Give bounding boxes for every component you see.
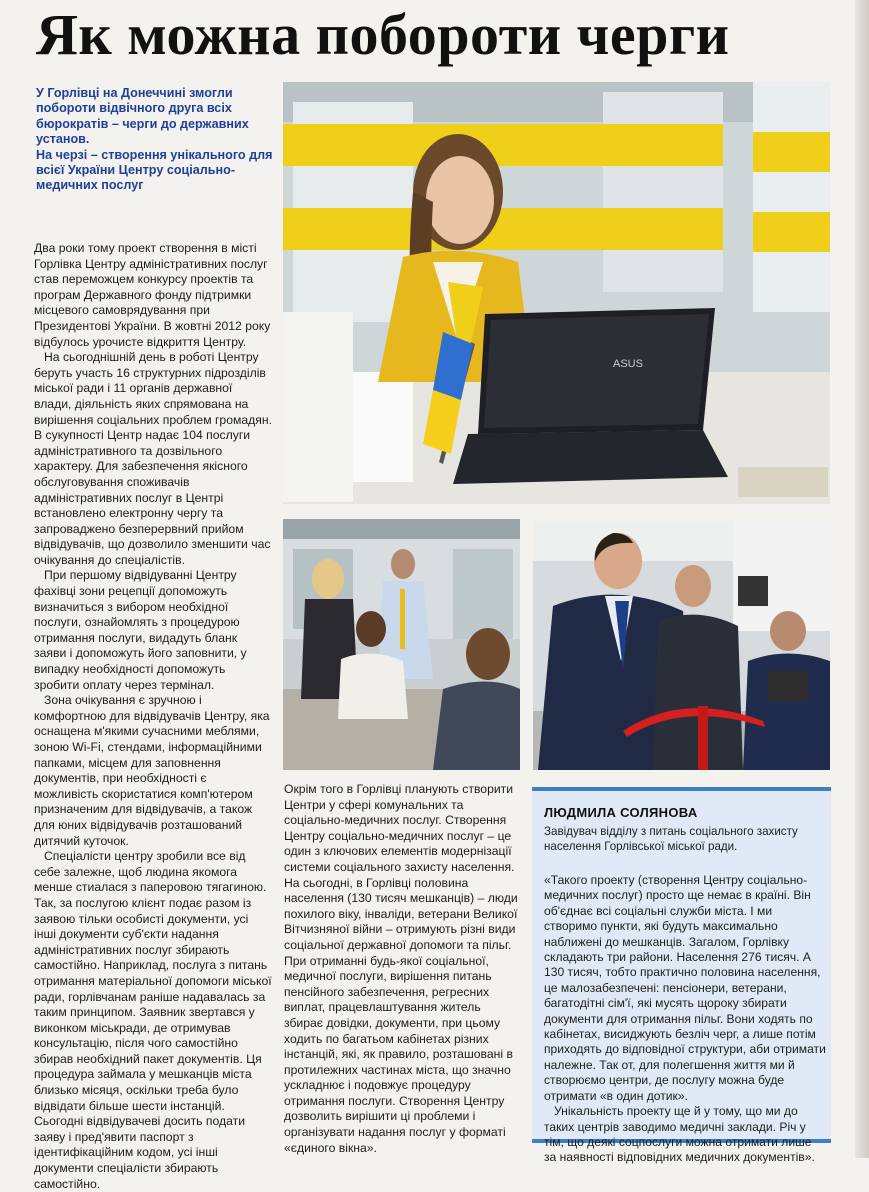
paragraph: Два роки тому проект створення в місті Горлівка Центру адміністративних послуг став переможцем конкурсу проектів та програм Державного фонду підтримки місцевого самоврядування при Президентові України. В жовтні 2012 року відбулось урочисте відкриття Центру.: [34, 241, 271, 349]
article-column-1: [34, 241, 272, 1192]
quote-author-role: Завідувач відділу з питань соціального захисту населення Горлівської міської ради.: [544, 825, 798, 853]
laptop-brand-label: ASUS: [613, 358, 643, 370]
lead-paragraph: [36, 86, 276, 194]
page-title: Як можна побороти черги: [36, 2, 730, 67]
photo-service-center-desk: [283, 82, 830, 504]
quote-paragraph: «Такого проекту (створення Центру соціально-медичних послуг) просто ще немає в країні. Він об'єднає всі соціальні служби міста. І ми створимо пункти, які будуть максимально наближені до мешканців. Загалом, Горлівку складають три райони. Населення 276 тисяч. А 130 тисяч, тобто практично половина населення, це малозабезпечені: пенсіонери, ветерани, багатодітні сім'ї, які мусять щороку збирати документи для отримання пільг. Вони ходять по кабінетах, висиджують безліч черг, а лише потім приходять до відповідної структури, аби отримати належне. Так от, для полегшення життя ми й створюємо центри, де послугу можна буде отримати «в один дотик».: [544, 873, 826, 1103]
lead-line-2: На черзі – створення унікального для всієї України Центру соціально-медичних послуг: [36, 147, 273, 193]
lead-line-1: У Горлівці на Донеччині змогли побороти відвічного друга всіх бюрократів – черги до державних установ.: [36, 86, 249, 147]
photo-reception-illustration: [283, 519, 520, 770]
quote-author-name: ЛЮДМИЛА СОЛЯНОВА: [544, 805, 698, 820]
photo-ribbon-cutting: [533, 521, 830, 770]
photo-reception-area: [283, 519, 520, 770]
quote-paragraph: Унікальність проекту ще й у тому, що ми до таких центрів заводимо медичні заклади. Річ у тім, що деякі соцпослуги можна отримати лише за наявності відповідних медичних документів».: [544, 1104, 815, 1165]
paragraph: Спеціалісти центру зробили все від себе залежне, щоб людина якомога менше стиалася з паперовою тягагиною. Так, за послугою клієнт подає разом із заявою тільки особисті документи, усі інші документи суб'єкти надання адміністративних послуг збирають самостійно. Наприклад, послуга з питань отримання матеріальної допомоги міської ради, горлівчанам раніше надавалась за таким принципом. Заявник звертався у виконком міськради, де отримував консультацію, після чого самостійно збирав необхідний пакет документів. Ця процедура займала у мешканців міста близько місяця, оскільки треба було відвідати більше шести інстанцій. Сьогодні відвідувачеві досить подати заяву і пред'явити паспорт з ідентифікаційним кодом, усі інші документи спеціалісти збирають самостійно.: [34, 849, 272, 1191]
quote-text: [544, 873, 826, 1166]
photo-ribbon-illustration: [533, 521, 830, 770]
paragraph: При першому відвідуванні Центру фахівці зони рецепції допоможуть визначиться з вибором необхідної послуги, ознайомлять з процедурою отримання послуги, видадуть бланк заяви і допоможуть його заповнити, у випадку необхідності допоможуть зробити оплату через термінал.: [34, 568, 247, 692]
quote-box: [532, 787, 831, 1165]
paragraph: Окрім того в Горлівці планують створити Центри у сфері комунальних та соціально-медичних послуг. Створення Центру соціально-медичних послуг – це один з ключових елементів модернізації системи соціального захисту населення. На сьогодні, в Горлівці половина населення (130 тисяч мешканців) – люди похилого віку, інваліди, ветерани Великої Вітчизняної війни – отримують різні види соціальної державної допомоги та пільг. При отриманні будь-якої соціальної, медичної послуги, вирішення питань пенсійного забезпечення, регресних виплат, працевлаштування житель збирає довідки, документи, при цьому ходить по багатьом кабінетах різних інстанцій, які, як правило, розташовані в протилежних частинах міста, що значно ускладнює і подовжує процедуру отримання послуги. Створення Центру дозволить вирішити ці проблеми і організувати надання послуг у форматі «єдиного вікна».: [284, 782, 518, 1155]
paragraph: На сьогоднішній день в роботі Центру беруть участь 16 структурних підрозділів міської ради і 11 органів державної влади, діяльність яких спрямована на вирішення соціальних проблем громадян. В сукупності Центр надає 104 послуги адміністративного та дозвільного характеру. Для забезпечення якісного обслуговування споживачів адміністративних послуг в Центрі встановлено електронну чергу та запроваджено безперервний прийом відвідувачів, що дозволило зменшити час очікування до спеціалістів.: [34, 350, 272, 567]
page-gutter-shadow: [855, 0, 869, 1158]
paragraph: Зона очікування є зручною і комфортною для відвідувачів Центру, яка оснащена м'якими сучасними меблями, зоною Wi-Fi, стендами, інформаційними папками, місцем для заповнення документів, при необхідності є можливість скористатися комп'ютером призначеним для відвідувачів, а також для юних відвідувачів розташований дитячий куточок.: [34, 693, 270, 848]
article-column-2: [284, 782, 520, 1156]
photo-desk-illustration: [283, 82, 830, 504]
